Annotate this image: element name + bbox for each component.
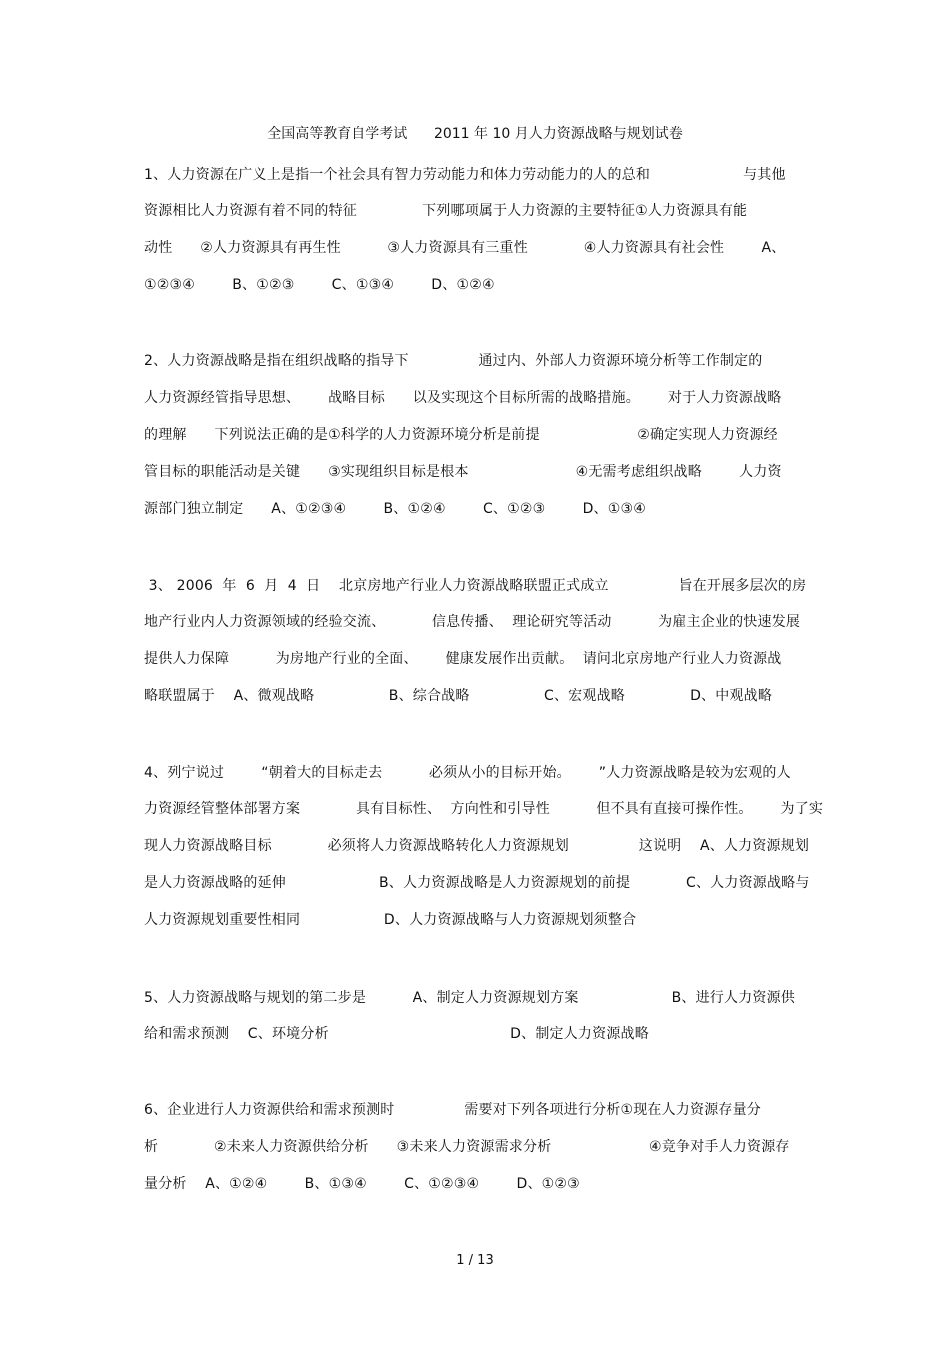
q3-line-2: 地产行业内人力资源领域的经验交流、 信息传播、 理论研究等活动 为雇主企业的快速发展 [144,614,801,630]
q4-line-4: 是人力资源战略的延伸 B、人力资源战略是人力资源规划的前提 C、人力资源战略与 [144,875,810,891]
q1-line-3: 动性 ②人力资源具有再生性 ③人力资源具有三重性 ④人力资源具有社会性 A、 [144,240,786,256]
q4-line-2: 力资源经管整体部署方案 具有目标性、 方向性和引导性 但不具有直接可操作性。 为了实 [144,801,824,817]
q2-line-3: 的理解 下列说法正确的是①科学的人力资源环境分析是前提 ②确定实现人力资源经 [144,427,778,443]
q2-line-4: 管目标的职能活动是关键 ③实现组织目标是根本 ④无需考虑组织战略 人力资 [144,464,782,480]
q2-line-5: 源部门独立制定 A、①②③④ B、①②④ C、①②③ D、①③④ [144,501,647,517]
q2-line-1: 2、人力资源战略是指在组织战略的指导下 通过内、外部人力资源环境分析等工作制定的 [144,353,763,369]
q1-line-2: 资源相比人力资源有着不同的特征 下列哪项属于人力资源的主要特征①人力资源具有能 [144,203,748,219]
q3-line-4: 略联盟属于 A、微观战略 B、综合战略 C、宏观战略 D、中观战略 [144,688,773,704]
q6-line-2: 析 ②未来人力资源供给分析 ③未来人力资源需求分析 ④竞争对手人力资源存 [144,1139,790,1155]
q6-line-1: 6、企业进行人力资源供给和需求预测时 需要对下列各项进行分析①现在人力资源存量分 [144,1102,762,1118]
q4-line-1: 4、列宁说过 “朝着大的目标走去 必须从小的目标开始。 ”人力资源战略是较为宏观的人 [144,765,791,781]
q6-line-3: 量分析 A、①②④ B、①③④ C、①②③④ D、①②③ [144,1176,580,1192]
q5-line-2: 给和需求预测 C、环境分析 D、制定人力资源战略 [144,1026,649,1042]
q1-line-1: 1、人力资源在广义上是指一个社会具有智力劳动能力和体力劳动能力的人的总和 与其他 [144,167,786,183]
q5-line-1: 5、人力资源战略与规划的第二步是 A、制定人力资源规划方案 B、进行人力资源供 [144,990,795,1006]
q3-line-3: 提供人力保障 为房地产行业的全面、 健康发展作出贡献。 请问北京房地产行业人力资源战 [144,651,782,667]
q1-line-4: ①②③④ B、①②③ C、①③④ D、①②④ [144,277,495,293]
q4-line-3: 现人力资源战略目标 必须将人力资源战略转化人力资源规划 这说明 A、人力资源规划 [144,838,810,854]
document-title: 全国高等教育自学考试 2011 年 10 月人力资源战略与规划试卷 [267,126,683,142]
page-number: 1 / 13 [456,1253,494,1268]
q4-line-5: 人力资源规划重要性相同 D、人力资源战略与人力资源规划须整合 [144,912,637,928]
q3-line-1: 3、 2006 年 6 月 4 日 北京房地产行业人力资源战略联盟正式成立 旨在开展多层次的房 [144,578,807,594]
q2-line-2: 人力资源经管指导思想、 战略目标 以及实现这个目标所需的战略措施。 对于人力资源战略 [144,390,782,406]
